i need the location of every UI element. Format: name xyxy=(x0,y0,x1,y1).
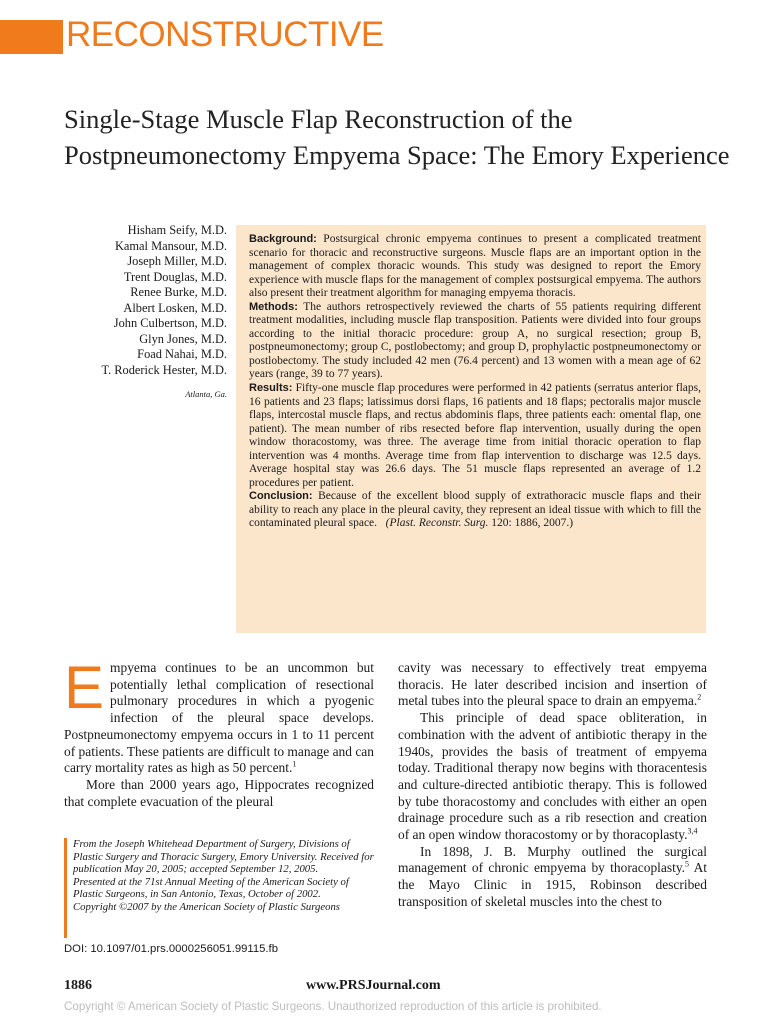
author-list xyxy=(40,223,227,378)
abstract-results-heading: Results: xyxy=(249,382,293,395)
body-text: At the Mayo Clinic in 1915, Robinson described transposition of skeletal muscles into the chest to xyxy=(398,860,707,909)
footnote-affiliation: From the Joseph Whitehead Department of Surgery, Divisions of Plastic Surgery and Thoracic Surgery, Emory University. Received for publication May 20, 2005; accepted September 12, 2005. xyxy=(73,838,374,876)
reference-link[interactable]: 2 xyxy=(697,692,702,702)
section-color-bar xyxy=(0,20,63,54)
body-column-right xyxy=(398,660,707,911)
footnote-copyright: Copyright ©2007 by the American Society of Plastic Surgeons xyxy=(73,900,340,913)
citation-details: 120: 1886, 2007.) xyxy=(491,517,574,530)
reference-link[interactable]: 3,4 xyxy=(687,826,698,836)
body-column-left xyxy=(64,654,374,810)
doi-link[interactable]: DOI: 10.1097/01.prs.0000256051.99115.fb xyxy=(64,943,278,955)
body-paragraph: More than 2000 years ago, Hippocrates recognized that complete evacuation of the pleural xyxy=(64,776,374,809)
abstract-methods-heading: Methods: xyxy=(249,300,298,313)
reference-link[interactable]: 5 xyxy=(685,859,690,869)
abstract-background-text: Postsurgical chronic empyema continues to present a complicated treatment scenario for thoracic and reconstructive surgeons. Muscle flaps are an important option in the management of complex thoracic wounds. This study was designed to report the Emory experience with muscle flaps for the management of complex postsurgical empyema. The authors also present their treatment algorithm for managing empyema thoracis. xyxy=(249,233,702,300)
author-name: Glyn Jones, M.D. xyxy=(139,331,227,346)
author-name: Joseph Miller, M.D. xyxy=(127,254,227,268)
author-location: Atlanta, Ga. xyxy=(185,389,227,399)
body-paragraph xyxy=(398,844,707,911)
footnote-presented: Presented at the 71st Annual Meeting of the American Society of Plastic Surgeons, in San Antonio, Texas, October of 2002. xyxy=(73,875,349,901)
footnote-text xyxy=(73,838,376,914)
author-name: Trent Douglas, M.D. xyxy=(123,269,227,284)
abstract-conclusion-text: Because of the excellent blood supply of extrathoracic muscle flaps and their ability to reach any place in the pleural cavity, they represent an ideal tissue with which to fill the contaminated pleural space. xyxy=(249,490,702,530)
body-text: This principle of dead space obliteration, in combination with the advent of antibiotic therapy in the 1940s, provides the basis of treatment of empyema today. Traditional therapy now begins with thoracentesis and culture-directed antibiotic therapy. This is followed by tube thoracostomy and concludes with either an open drainage procedure such as a rib resection and creation of an open window thoracostomy or by thoracoplasty. xyxy=(398,710,707,843)
author-name: John Culbertson, M.D. xyxy=(113,316,227,330)
footnote-block xyxy=(64,838,376,914)
author-name: Kamal Mansour, M.D. xyxy=(114,238,227,253)
author-name: Hisham Seify, M.D. xyxy=(127,223,227,237)
body-paragraph xyxy=(64,654,374,777)
citation-journal: (Plast. Reconstr. Surg. xyxy=(385,517,489,530)
author-name: Foad Nahai, M.D. xyxy=(137,347,227,361)
body-text: cavity was necessary to effectively treat empyema thoracis. He later described incision and insertion of metal tubes into the pleural space to drain an empyema. xyxy=(398,660,707,709)
page-number: 1886 xyxy=(64,978,92,993)
abstract-methods-text: The authors retrospectively reviewed the charts of 55 patients requiring different treatment modalities, including muscle flap transposition. Patients were divided into four groups according to the initial thoracic procedure: group A, no surgical resection; group B, postpneumonectomy; group C, postlobectomy; and group D, prophylactic postpneumonectomy or postlobectomy. The study included 42 men (76.4 percent) and 13 women with a mean age of 62 years (range, 39 to 77 years). xyxy=(249,300,701,381)
copyright-notice: Copyright © American Society of Plastic Surgeons. Unauthorized reproduction of this article is prohibited. xyxy=(64,1000,602,1013)
abstract-results xyxy=(249,382,701,490)
author-name: Renee Burke, M.D. xyxy=(130,285,227,299)
abstract-results-text: Fifty-one muscle flap procedures were performed in 42 patients (serratus anterior flaps, 16 patients and 23 flaps; latissimus dorsi flaps, 16 patients and 18 flaps; pectoralis major muscle flaps, intercostal muscle flaps, and rectus abdominis flaps, three patients each: omental flap, one patient). The mean number of ribs resected before flap intervention, usually during the open window thoracostomy, was three. The average time from initial thoracic operation to flap intervention was 4 months. Average time from flap intervention to discharge was 12.5 days. Average hospital stay was 26.6 days. The 51 muscle flaps represented an average of 1.2 procedures per patient. xyxy=(249,382,701,489)
author-name: T. Roderick Hester, M.D. xyxy=(101,362,227,377)
section-label: RECONSTRUCTIVE xyxy=(66,15,384,54)
drop-cap: E xyxy=(64,654,105,721)
body-paragraph xyxy=(398,710,707,844)
body-text: mpyema continues to be an uncommon but potentially lethal complication of resectional pulmonary procedures in which a pyogenic infection of the pleural space develops. Postpneumonectomy empyema occurs in 1 to 11 percent of patients. These patients are difficult to manage and can carry mortality rates as high as 50 percent. xyxy=(64,660,374,776)
abstract-background xyxy=(249,233,701,301)
article-title: Single-Stage Muscle Flap Reconstruction of the Postpneumonectomy Empyema Space: The Emory Experience xyxy=(64,104,730,170)
author-name: Albert Losken, M.D. xyxy=(123,300,227,315)
abstract-background-heading: Background: xyxy=(249,233,317,245)
footnote-accent-line xyxy=(64,838,67,938)
abstract-conclusion-heading: Conclusion: xyxy=(249,490,313,503)
reference-link[interactable]: 1 xyxy=(292,759,297,769)
body-paragraph xyxy=(398,660,707,710)
abstract-box xyxy=(236,225,706,633)
abstract-methods xyxy=(249,301,701,382)
abstract-conclusion xyxy=(249,490,701,531)
journal-url[interactable]: www.PRSJournal.com xyxy=(306,978,441,993)
body-text: In 1898, J. B. Murphy outlined the surgical management of chronic empyema by thoracoplasty. xyxy=(398,843,707,876)
